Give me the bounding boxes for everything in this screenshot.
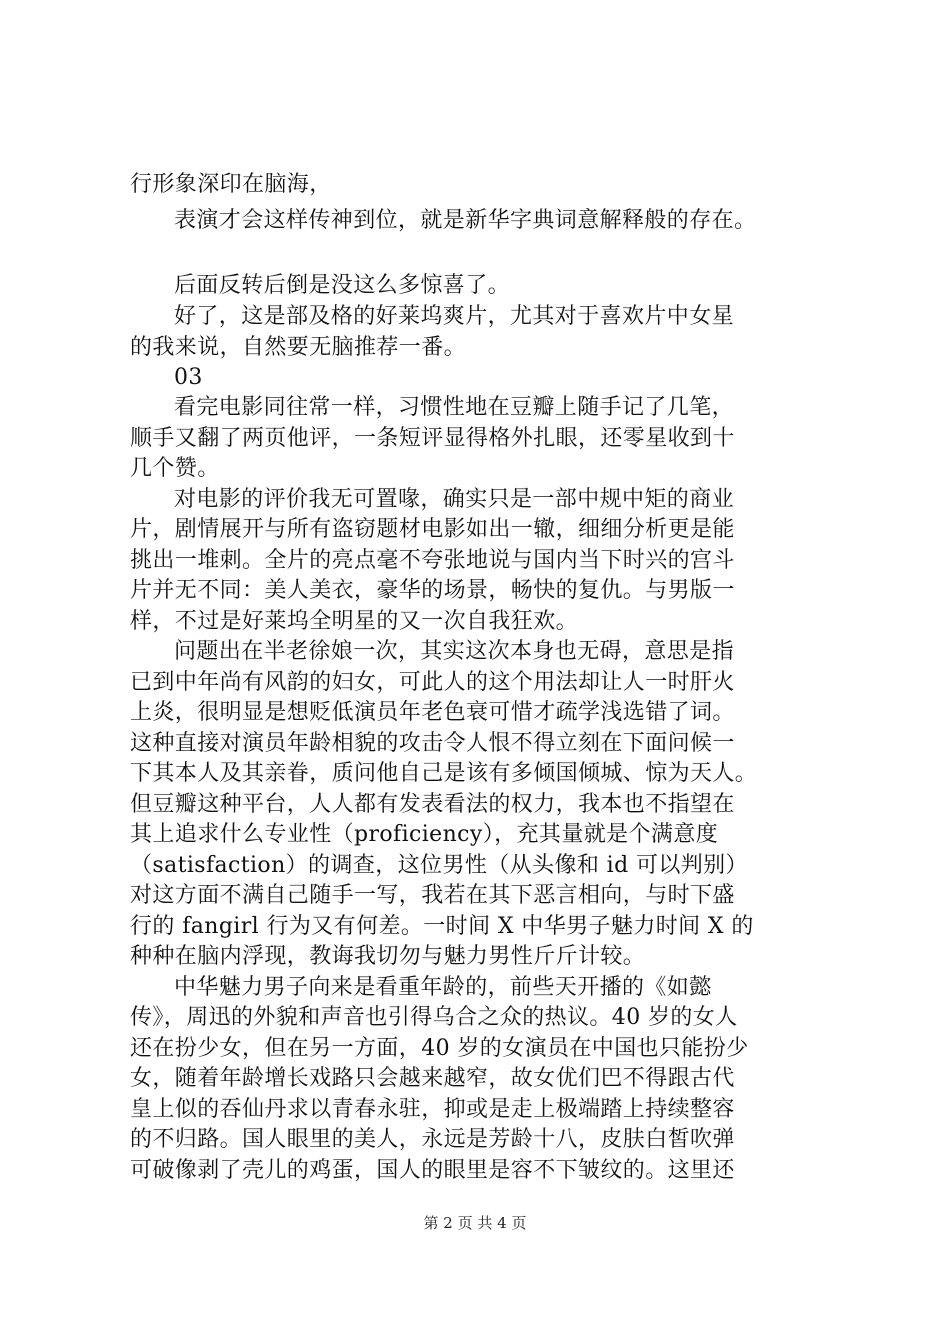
text-line: 传》，周迅的外貌和声音也引得乌合之众的热议。40 岁的女人: [130, 1005, 738, 1030]
text-line: 片并无不同：美人美衣，豪华的场景，畅快的复仇。与男版一: [130, 578, 735, 603]
text-line: 皇上似的吞仙丹求以青春永驻，抑或是走上极端踏上持续整容: [130, 1097, 735, 1122]
text-line: 看完电影同往常一样，习惯性地在豆瓣上随手记了几笔，: [174, 395, 735, 420]
text-line: 顺手又翻了两页他评，一条短评显得格外扎眼，还零星收到十: [130, 426, 735, 451]
text-line: 种种在脑内浮现，教诲我切勿与魅力男性斤斤计较。: [130, 944, 646, 969]
text-line: 女，随着年龄增长戏路只会越来越窄，故女优们巴不得跟古代: [130, 1066, 735, 1091]
text-line: 上炎，很明显是想贬低演员年老色衰可惜才疏学浅选错了词。: [130, 700, 735, 725]
text-line: 好了，这是部及格的好莱坞爽片，尤其对于喜欢片中女星: [174, 304, 735, 329]
text-line: 行形象深印在脑海，: [130, 172, 332, 197]
text-line: 但豆瓣这种平台，人人都有发表看法的权力，我本也不指望在: [130, 792, 735, 817]
text-line: 问题出在半老徐娘一次，其实这次本身也无碍，意思是指: [174, 639, 735, 664]
text-line: 的我来说，自然要无脑推荐一番。: [130, 335, 467, 360]
text-line: 表演才会这样传神到位，就是新华字典词意解释般的存在。: [174, 208, 757, 233]
text-line: 已到中年尚有风韵的妇女，可此人的这个用法却让人一时肝火: [130, 670, 735, 695]
text-line: 这种直接对演员年龄相貌的攻击令人恨不得立刻在下面问候一: [130, 731, 735, 756]
text-line: （satisfaction）的调查，这位男性（从头像和 id 可以判别）: [130, 853, 748, 878]
text-line: 几个赞。: [130, 456, 220, 481]
section-number: 03: [174, 365, 203, 390]
text-line: 对这方面不满自己随手一写，我若在其下恶言相向，与时下盛: [130, 883, 735, 908]
text-line: 可破像剥了壳儿的鸡蛋，国人的眼里是容不下皱纹的。这里还: [130, 1158, 735, 1183]
text-line: 挑出一堆刺。全片的亮点毫不夸张地说与国内当下时兴的宫斗: [130, 548, 735, 573]
text-line: 其上追求什么专业性（proficiency），充其量就是个满意度: [130, 822, 719, 847]
page-footer: [0, 1212, 950, 1233]
text-line: 对电影的评价我无可置喙，确实只是一部中规中矩的商业: [174, 487, 735, 512]
text-line: 后面反转后倒是没这么多惊喜了。: [174, 273, 511, 298]
page-indicator: 第 2 页 共 4 页: [423, 1214, 527, 1232]
text-line: 下其本人及其亲眷，质问他自己是该有多倾国倾城、惊为天人。: [130, 761, 758, 786]
text-line: 行的 fangirl 行为又有何差。一时间 X 中华男子魅力时间 X 的: [130, 914, 754, 939]
text-line: 中华魅力男子向来是看重年龄的，前些天开播的《如懿: [174, 975, 712, 1000]
text-line: 还在扮少女，但在另一方面，40 岁的女演员在中国也只能扮少: [130, 1036, 749, 1061]
text-line: 的不归路。国人眼里的美人，永远是芳龄十八，皮肤白皙吹弹: [130, 1127, 735, 1152]
text-line: 样，不过是好莱坞全明星的又一次自我狂欢。: [130, 609, 579, 634]
text-line: 片，剧情展开与所有盗窃题材电影如出一辙，细细分析更是能: [130, 517, 735, 542]
